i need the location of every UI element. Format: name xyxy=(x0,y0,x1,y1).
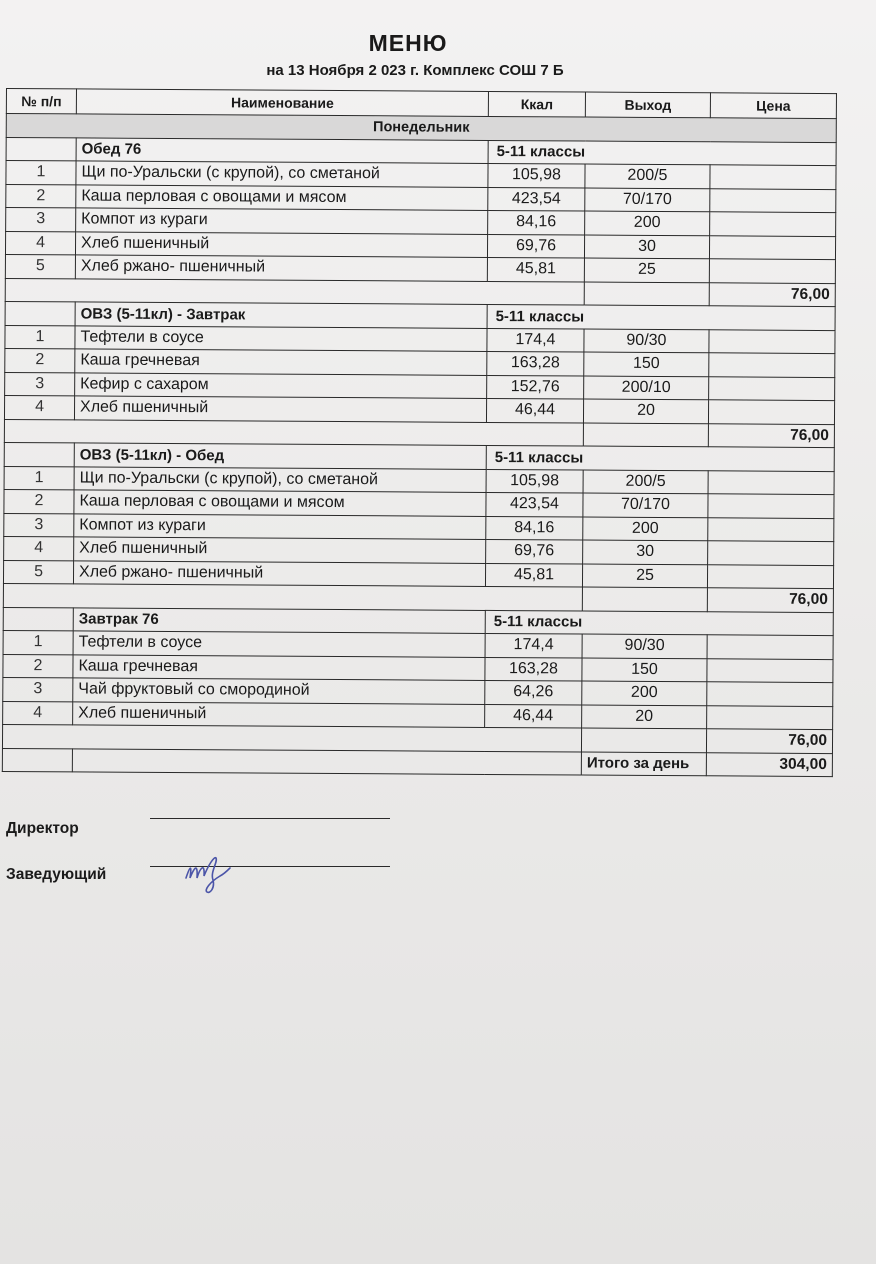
item-kcal: 46,44 xyxy=(485,704,582,728)
item-number: 3 xyxy=(3,677,73,701)
item-price xyxy=(708,494,834,518)
day-label: Понедельник xyxy=(6,114,836,143)
item-price xyxy=(707,682,833,706)
item-yield: 200 xyxy=(583,517,708,541)
item-number: 3 xyxy=(4,513,74,537)
section-total-spacer xyxy=(581,728,706,752)
item-price xyxy=(707,705,833,729)
section-group: 5-11 классы xyxy=(487,304,835,330)
section-name: Обед 76 xyxy=(76,137,488,163)
item-name: Щи по-Уральски (с крупой), со сметаной xyxy=(76,161,488,187)
item-name: Каша перловая с овощами и мясом xyxy=(76,184,488,210)
day-total-price: 304,00 xyxy=(706,752,832,776)
director-label: Директор xyxy=(6,820,79,837)
item-kcal: 423,54 xyxy=(486,492,583,516)
section-name: ОВЗ (5-11кл) - Завтрак xyxy=(75,302,487,328)
item-price xyxy=(710,188,836,212)
header-price: Цена xyxy=(710,93,836,119)
section-name: ОВЗ (5-11кл) - Обед xyxy=(74,443,486,469)
item-price xyxy=(707,635,833,659)
item-kcal: 45,81 xyxy=(485,563,582,587)
item-name: Хлеб пшеничный xyxy=(74,537,486,563)
section-total-price: 76,00 xyxy=(708,423,834,447)
document-subtitle: на 13 Ноября 2 023 г. Комплекс СОШ 7 Б xyxy=(266,62,564,79)
section-total-blank xyxy=(5,278,584,305)
item-number: 4 xyxy=(4,395,74,419)
day-total-blank-number xyxy=(2,748,72,772)
section-total-price: 76,00 xyxy=(709,282,835,306)
header-number: № п/п xyxy=(6,89,76,114)
item-kcal: 45,81 xyxy=(487,257,584,281)
item-price xyxy=(709,353,835,377)
item-yield: 200/10 xyxy=(584,376,709,400)
item-kcal: 105,98 xyxy=(488,163,585,187)
item-price xyxy=(708,400,834,424)
item-yield: 90/30 xyxy=(582,634,707,658)
menu-table xyxy=(2,88,837,777)
header-yield: Выход xyxy=(585,92,710,118)
item-name: Чай фруктовый со смородиной xyxy=(73,678,485,704)
section-name: Завтрак 76 xyxy=(73,607,485,633)
item-kcal: 69,76 xyxy=(487,234,584,258)
section-total-blank xyxy=(3,583,582,610)
item-price xyxy=(709,376,835,400)
section-total-spacer xyxy=(584,282,709,306)
item-yield: 25 xyxy=(582,564,707,588)
item-name: Каша гречневая xyxy=(73,654,485,680)
director-signature-line xyxy=(150,818,390,819)
item-number: 2 xyxy=(5,348,75,372)
item-name: Хлеб ржано- пшеничный xyxy=(73,560,485,586)
item-yield: 150 xyxy=(582,658,707,682)
item-kcal: 64,26 xyxy=(485,680,582,704)
item-price xyxy=(709,259,835,283)
item-number: 2 xyxy=(3,654,73,678)
item-kcal: 152,76 xyxy=(487,375,584,399)
section-number-cell xyxy=(6,137,76,161)
section-total-price: 76,00 xyxy=(706,729,832,753)
item-price xyxy=(707,658,833,682)
item-yield: 20 xyxy=(582,705,707,729)
item-number: 4 xyxy=(5,231,75,255)
section-number-cell xyxy=(5,301,75,325)
item-number: 3 xyxy=(6,208,76,232)
item-number: 5 xyxy=(3,560,73,584)
item-name: Тефтели в соусе xyxy=(73,631,485,657)
item-name: Тефтели в соусе xyxy=(75,325,487,351)
item-yield: 200 xyxy=(582,681,707,705)
item-yield: 25 xyxy=(584,258,709,282)
header-kcal: Ккал xyxy=(488,91,585,117)
header-name: Наименование xyxy=(76,89,488,117)
day-total-row xyxy=(2,748,832,777)
item-yield: 200 xyxy=(585,211,710,235)
section-number-cell xyxy=(4,442,74,466)
item-kcal: 163,28 xyxy=(487,351,584,375)
item-kcal: 69,76 xyxy=(486,539,583,563)
item-name: Хлеб пшеничный xyxy=(75,231,487,257)
item-kcal: 174,4 xyxy=(487,328,584,352)
item-kcal: 105,98 xyxy=(486,469,583,493)
item-kcal: 423,54 xyxy=(488,187,585,211)
manager-label: Заведующий xyxy=(6,866,107,883)
item-price xyxy=(710,212,836,236)
document-title: МЕНЮ xyxy=(368,30,448,56)
item-yield: 70/170 xyxy=(583,493,708,517)
item-yield: 30 xyxy=(583,540,708,564)
day-total-blank xyxy=(72,748,581,775)
section-total-blank xyxy=(4,419,583,446)
item-number: 4 xyxy=(3,701,73,725)
item-number: 4 xyxy=(4,536,74,560)
item-name: Щи по-Уральски (с крупой), со сметаной xyxy=(74,466,486,492)
item-kcal: 174,4 xyxy=(485,633,582,657)
item-name: Кефир с сахаром xyxy=(75,372,487,398)
item-price xyxy=(707,564,833,588)
item-name: Хлеб ржано- пшеничный xyxy=(75,255,487,281)
item-yield: 150 xyxy=(584,352,709,376)
item-name: Хлеб пшеничный xyxy=(73,701,485,727)
item-price xyxy=(709,235,835,259)
section-total-spacer xyxy=(583,423,708,447)
item-name: Компот из кураги xyxy=(74,513,486,539)
item-name: Компот из кураги xyxy=(76,208,488,234)
item-price xyxy=(708,470,834,494)
item-number: 3 xyxy=(5,372,75,396)
section-total-blank xyxy=(2,724,581,751)
item-yield: 30 xyxy=(584,235,709,259)
section-group: 5-11 классы xyxy=(486,445,834,471)
item-price xyxy=(710,165,836,189)
day-total-label: Итого за день xyxy=(581,752,706,776)
item-price xyxy=(709,329,835,353)
item-number: 1 xyxy=(5,325,75,349)
item-yield: 70/170 xyxy=(585,188,710,212)
item-yield: 200/5 xyxy=(585,164,710,188)
item-kcal: 84,16 xyxy=(488,210,585,234)
item-number: 5 xyxy=(5,254,75,278)
item-name: Каша перловая с овощами и мясом xyxy=(74,490,486,516)
item-kcal: 46,44 xyxy=(486,398,583,422)
item-yield: 200/5 xyxy=(583,470,708,494)
item-kcal: 163,28 xyxy=(485,657,582,681)
item-number: 1 xyxy=(4,466,74,490)
item-yield: 20 xyxy=(583,399,708,423)
section-group: 5-11 классы xyxy=(485,610,833,636)
section-number-cell xyxy=(3,607,73,631)
item-kcal: 84,16 xyxy=(486,516,583,540)
item-price xyxy=(708,517,834,541)
section-group: 5-11 классы xyxy=(488,140,836,166)
item-name: Каша гречневая xyxy=(75,349,487,375)
item-yield: 90/30 xyxy=(584,329,709,353)
section-total-spacer xyxy=(582,587,707,611)
item-number: 1 xyxy=(6,161,76,185)
item-price xyxy=(708,541,834,565)
item-number: 2 xyxy=(4,489,74,513)
item-number: 2 xyxy=(6,184,76,208)
item-number: 1 xyxy=(3,630,73,654)
section-total-price: 76,00 xyxy=(707,588,833,612)
item-name: Хлеб пшеничный xyxy=(74,396,486,422)
handwritten-signature xyxy=(180,848,250,898)
